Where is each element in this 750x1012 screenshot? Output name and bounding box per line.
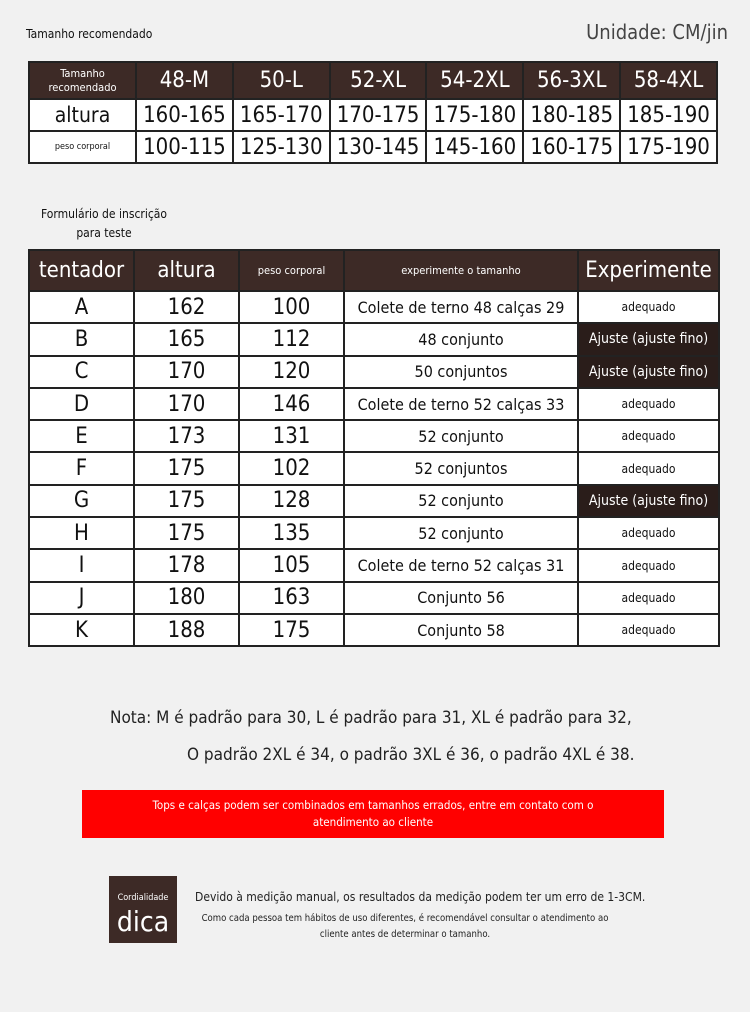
size-cell: 165-170 [233,99,330,131]
weight-cell: 175 [239,614,344,646]
tester-row [29,452,719,484]
size-header-cell: 52-XL [330,62,427,99]
row-label: altura [29,99,136,131]
result-cell: adequado [578,549,719,581]
size-row-weight [29,131,717,163]
tester-cell: G [29,485,134,517]
size-header-cell: 58-4XL [620,62,717,99]
size-cell: 175-180 [426,99,523,131]
tip-badge-big-label: dica [116,905,170,938]
height-cell: 180 [134,582,239,614]
header-try-size: experimente o tamanho [344,250,578,291]
tester-row [29,549,719,581]
result-cell: Ajuste (ajuste fino) [578,485,719,517]
tester-header-row [29,250,719,291]
size-corner-label: Tamanho recomendado [29,62,136,99]
outfit-cell: 50 conjuntos [344,356,578,388]
tester-cell: I [29,549,134,581]
size-header-cell: 54-2XL [426,62,523,99]
size-row-height [29,99,717,131]
tester-cell: J [29,582,134,614]
outfit-cell: Colete de terno 52 calças 31 [344,549,578,581]
note-line-2: O padrão 2XL é 34, o padrão 3XL é 36, o padrão 4XL é 38. [187,745,635,765]
note-line-1: Nota: M é padrão para 30, L é padrão para 31, XL é padrão para 32, [110,708,632,728]
height-cell: 162 [134,291,239,323]
tester-table [28,249,720,647]
result-cell: Ajuste (ajuste fino) [578,356,719,388]
outfit-cell: 52 conjunto [344,517,578,549]
tester-cell: E [29,420,134,452]
size-header-cell: 48-M [136,62,233,99]
height-cell: 175 [134,452,239,484]
weight-cell: 146 [239,388,344,420]
size-cell: 130-145 [330,131,427,163]
size-cell: 175-190 [620,131,717,163]
tester-cell: K [29,614,134,646]
tester-cell: D [29,388,134,420]
weight-cell: 102 [239,452,344,484]
tester-row [29,356,719,388]
height-cell: 170 [134,356,239,388]
tester-row [29,517,719,549]
outfit-cell: 52 conjunto [344,420,578,452]
weight-cell: 100 [239,291,344,323]
tester-row [29,420,719,452]
result-cell: adequado [578,582,719,614]
header-tester: tentador [29,250,134,291]
height-cell: 175 [134,485,239,517]
tester-cell: A [29,291,134,323]
tester-row [29,291,719,323]
weight-cell: 105 [239,549,344,581]
tester-row [29,485,719,517]
size-cell: 185-190 [620,99,717,131]
height-cell: 175 [134,517,239,549]
height-cell: 178 [134,549,239,581]
weight-cell: 112 [239,323,344,355]
size-cell: 180-185 [523,99,620,131]
tip-badge-small-label: Cordialidade [117,893,169,903]
tester-row [29,582,719,614]
size-header-row [29,62,717,99]
size-header-cell: 56-3XL [523,62,620,99]
outfit-cell: Colete de terno 52 calças 33 [344,388,578,420]
warning-banner [82,790,664,838]
outfit-cell: 48 conjunto [344,323,578,355]
weight-cell: 120 [239,356,344,388]
tester-row [29,614,719,646]
tip-badge [109,876,177,943]
weight-cell: 163 [239,582,344,614]
result-cell: Ajuste (ajuste fino) [578,323,719,355]
result-cell: adequado [578,517,719,549]
result-cell: adequado [578,291,719,323]
size-cell: 100-115 [136,131,233,163]
header-weight: peso corporal [239,250,344,291]
weight-cell: 135 [239,517,344,549]
tip-line-1: Devido à medição manual, os resultados da medição podem ter um erro de 1-3CM. [195,890,646,904]
unit-label: Unidade: CM/jin [586,20,728,44]
outfit-cell: 52 conjunto [344,485,578,517]
warning-banner-text: Tops e calças podem ser combinados em tamanhos errados, entre em contato com o atendimento ao cliente [152,798,594,829]
tester-row [29,323,719,355]
header-try-result: Experimente [578,250,719,291]
size-table [28,61,718,164]
height-cell: 173 [134,420,239,452]
tester-body [29,291,719,646]
tester-cell: F [29,452,134,484]
header-height: altura [134,250,239,291]
outfit-cell: 52 conjuntos [344,452,578,484]
size-cell: 125-130 [233,131,330,163]
form-title: Formulário de inscrição para teste [41,207,167,240]
weight-cell: 128 [239,485,344,517]
outfit-cell: Conjunto 58 [344,614,578,646]
tester-cell: B [29,323,134,355]
outfit-cell: Conjunto 56 [344,582,578,614]
result-cell: adequado [578,452,719,484]
tester-row [29,388,719,420]
size-cell: 160-175 [523,131,620,163]
tester-cell: C [29,356,134,388]
tip-line-2: Como cada pessoa tem hábitos de uso diferentes, é recomendável consultar o atendimento ao cliente antes de determinar o tamanho. [201,913,609,940]
height-cell: 165 [134,323,239,355]
result-cell: adequado [578,420,719,452]
tester-cell: H [29,517,134,549]
size-cell: 170-175 [330,99,427,131]
outfit-cell: Colete de terno 48 calças 29 [344,291,578,323]
height-cell: 170 [134,388,239,420]
size-cell: 145-160 [426,131,523,163]
result-cell: adequado [578,388,719,420]
size-header-cell: 50-L [233,62,330,99]
weight-cell: 131 [239,420,344,452]
size-chart-title: Tamanho recomendado [26,27,153,41]
row-label: peso corporal [29,131,136,163]
result-cell: adequado [578,614,719,646]
height-cell: 188 [134,614,239,646]
size-cell: 160-165 [136,99,233,131]
